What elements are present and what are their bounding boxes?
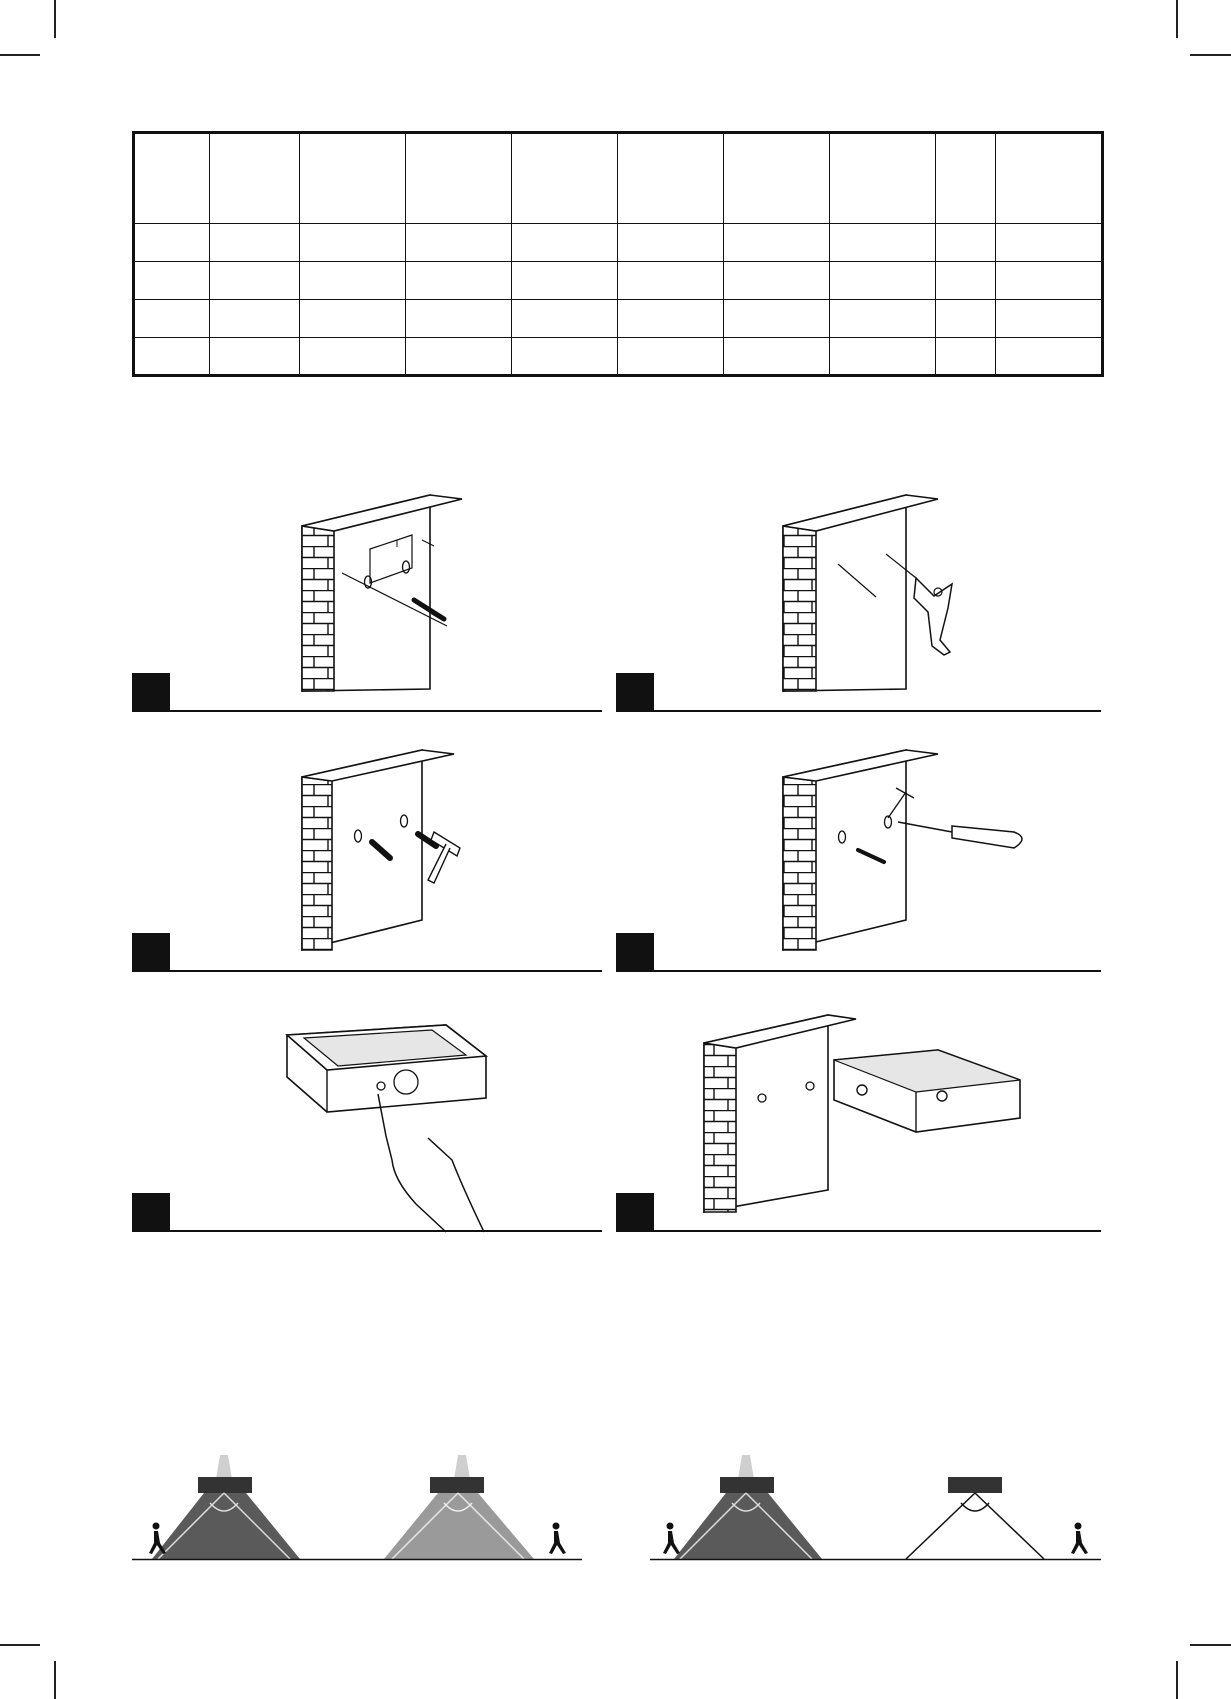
table-cell xyxy=(134,224,210,262)
table-cell xyxy=(936,300,996,338)
spec-header-cell xyxy=(210,133,300,224)
install-step-2 xyxy=(616,480,1101,712)
spec-table xyxy=(132,131,1104,377)
step-divider xyxy=(132,710,602,712)
table-cell xyxy=(406,224,512,262)
crop-mark xyxy=(1190,54,1231,56)
step-badge xyxy=(616,673,654,711)
spec-header-cell xyxy=(996,133,1103,224)
table-cell xyxy=(724,338,830,376)
step-badge xyxy=(132,933,170,971)
table-cell xyxy=(210,338,300,376)
step-badge xyxy=(616,933,654,971)
table-cell xyxy=(936,338,996,376)
table-cell xyxy=(996,300,1103,338)
table-cell xyxy=(996,262,1103,300)
table-cell xyxy=(724,262,830,300)
table-cell xyxy=(512,300,618,338)
table-cell xyxy=(618,338,724,376)
step-divider xyxy=(132,1230,602,1232)
spec-header-cell xyxy=(724,133,830,224)
table-cell xyxy=(512,262,618,300)
table-cell xyxy=(300,338,406,376)
table-cell xyxy=(936,262,996,300)
table-cell xyxy=(134,338,210,376)
table-cell xyxy=(512,224,618,262)
step-badge xyxy=(132,673,170,711)
table-cell xyxy=(618,300,724,338)
spec-header-cell xyxy=(512,133,618,224)
hang-lamp-illustration xyxy=(616,1000,1101,1232)
table-cell xyxy=(830,262,936,300)
step-divider xyxy=(132,970,602,972)
install-step-1 xyxy=(132,480,602,712)
spec-table-header-row xyxy=(134,133,1103,224)
install-step-4 xyxy=(616,740,1101,972)
table-cell xyxy=(936,224,996,262)
drill-holes-illustration xyxy=(616,480,1101,712)
crop-mark xyxy=(1176,0,1178,38)
step-badge xyxy=(132,1193,170,1231)
table-cell xyxy=(210,300,300,338)
crop-mark xyxy=(0,54,40,56)
crop-mark xyxy=(54,1661,56,1699)
step-divider xyxy=(616,1230,1101,1232)
table-cell xyxy=(134,262,210,300)
table-cell xyxy=(618,224,724,262)
table-cell xyxy=(618,262,724,300)
crop-mark xyxy=(54,0,56,38)
off-to-bright-mode-illustration xyxy=(650,1455,1101,1565)
install-step-5 xyxy=(132,1000,602,1232)
table-cell xyxy=(210,224,300,262)
mark-holes-illustration xyxy=(132,480,602,712)
crop-mark xyxy=(1190,1644,1231,1646)
table-cell xyxy=(300,300,406,338)
table-cell xyxy=(512,338,618,376)
table-cell xyxy=(830,224,936,262)
table-cell xyxy=(406,262,512,300)
hammer-plugs-illustration xyxy=(132,740,602,972)
walking-person-icon xyxy=(149,1523,166,1555)
spec-header-cell xyxy=(618,133,724,224)
dim-to-bright-mode-illustration xyxy=(132,1455,582,1565)
crop-mark xyxy=(0,1644,40,1646)
table-cell xyxy=(300,224,406,262)
table-cell xyxy=(134,300,210,338)
table-cell xyxy=(300,262,406,300)
install-step-6 xyxy=(616,1000,1101,1232)
spec-header-cell xyxy=(830,133,936,224)
table-cell xyxy=(996,338,1103,376)
screw-in-illustration xyxy=(616,740,1101,972)
install-step-3 xyxy=(132,740,602,972)
mode-diagram-2 xyxy=(650,1455,1101,1565)
spec-header-cell xyxy=(134,133,210,224)
spec-header-cell xyxy=(936,133,996,224)
step-badge xyxy=(616,1193,654,1231)
spec-header-cell xyxy=(300,133,406,224)
crop-mark xyxy=(1176,1661,1178,1699)
walking-person-icon xyxy=(549,1523,566,1555)
table-cell xyxy=(830,300,936,338)
table-row xyxy=(134,224,1103,262)
table-row xyxy=(134,262,1103,300)
mode-diagram-1 xyxy=(132,1455,582,1565)
table-cell xyxy=(996,224,1103,262)
table-cell xyxy=(724,300,830,338)
table-row xyxy=(134,338,1103,376)
spec-header-cell xyxy=(406,133,512,224)
press-button-illustration xyxy=(132,1000,602,1232)
table-cell xyxy=(724,224,830,262)
table-cell xyxy=(830,338,936,376)
table-row xyxy=(134,300,1103,338)
walking-person-icon xyxy=(663,1523,680,1555)
table-cell xyxy=(406,338,512,376)
table-cell xyxy=(406,300,512,338)
walking-person-icon xyxy=(1071,1523,1088,1555)
step-divider xyxy=(616,970,1101,972)
step-divider xyxy=(616,710,1101,712)
table-cell xyxy=(210,262,300,300)
